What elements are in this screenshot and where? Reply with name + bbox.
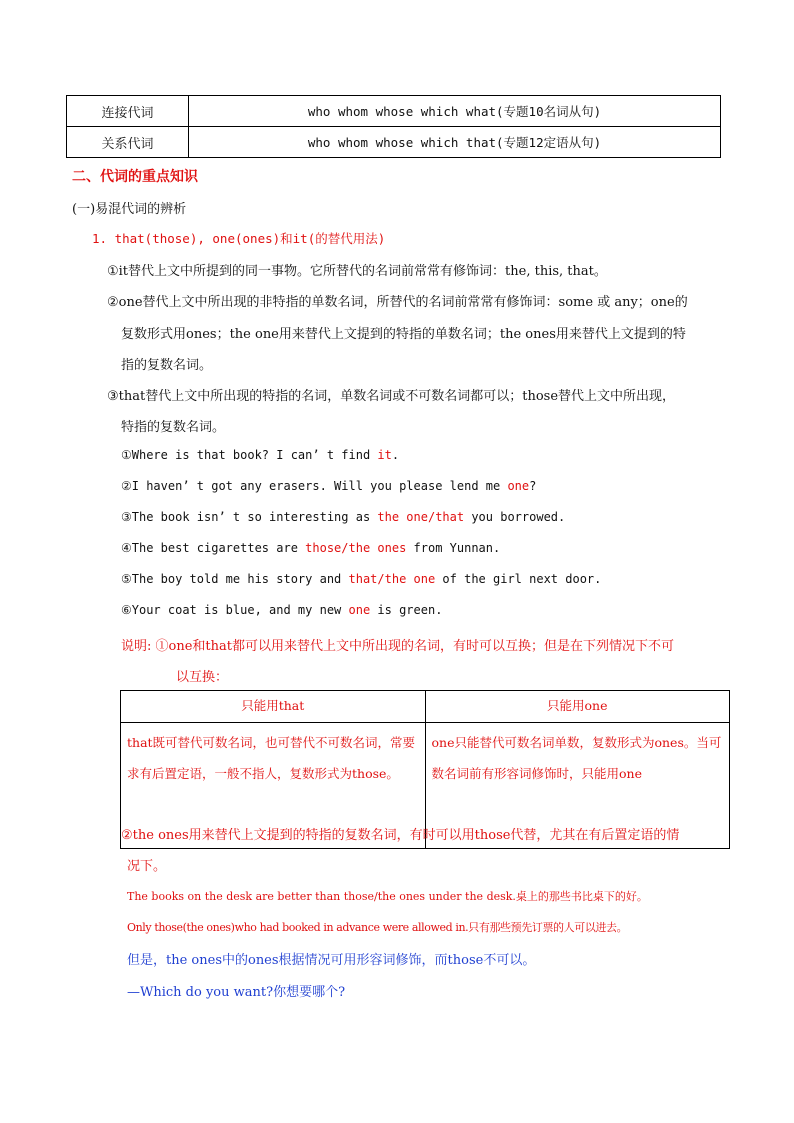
note-2-line-1: ②the ones用来替代上文提到的特指的复数名词，有时可以用those代替，尤其在有后置定语的情: [121, 828, 680, 843]
example-highlight: the one/that: [377, 510, 465, 524]
example-highlight: one: [507, 479, 530, 493]
example-sentence-a: The books on the desk are better than those/the ones under the desk.桌上的那些书比桌下的好。: [127, 890, 648, 903]
example-text: ④The best cigarettes are: [121, 541, 306, 555]
example-sentence-b: Only those(the ones)who had booked in advance were allowed in.只有那些预先订票的人可以进去。: [127, 921, 628, 934]
rule-2-line-1: ②one替代上文中所出现的非特指的单数名词，所替代的名词前常常有修饰词：some 或 any；one的: [107, 295, 688, 310]
table-cell-label: 连接代词: [67, 96, 189, 127]
rule-2-line-2: 复数形式用ones；the one用来替代上文提到的特指的单数名词；the ones用来替代上文提到的特: [121, 327, 686, 342]
example-highlight: one: [348, 603, 371, 617]
rule-1: ①it替代上文中所提到的同一事物。它所替代的名词前常常有修饰词：the, this, that。: [107, 264, 607, 279]
example-text: ③The book isn’ t so interesting as: [121, 510, 378, 524]
table-cell-value: who whom whose which that(专题12定语从句): [189, 127, 721, 158]
example-text: ⑥Your coat is blue, and my new: [121, 603, 349, 617]
table-cell-that: that既可替代可数名词，也可替代不可数名词，常要求有后置定语，一般不指人，复数形式为those。: [121, 723, 426, 849]
example-highlight: those/the ones: [305, 541, 407, 555]
example-5: [121, 572, 601, 586]
rule-2-line-3: 指的复数名词。: [121, 358, 213, 373]
example-text: is green.: [370, 603, 443, 617]
example-4: [121, 541, 500, 555]
table-row: [67, 127, 721, 158]
example-text: you borrowed.: [464, 510, 566, 524]
example-text: ①Where is that book? I can’ t find: [121, 448, 378, 462]
note-line-2: 以互换：: [176, 670, 229, 685]
example-text: ⑤The boy told me his story and: [121, 572, 349, 586]
table-cell-label: 关系代词: [67, 127, 189, 158]
table-row: [67, 96, 721, 127]
pronoun-table: [66, 95, 721, 158]
example-text: of the girl next door.: [435, 572, 602, 586]
example-6: [121, 603, 442, 617]
example-2: [121, 479, 536, 493]
but-note: 但是，the ones中的ones根据情况可用形容词修饰，而those不可以。: [127, 953, 536, 968]
table-header-that: 只能用that: [121, 691, 426, 723]
subsection-title: (一)易混代词的辨析: [72, 202, 187, 217]
table-cell-value: who whom whose which what(专题10名词从句): [189, 96, 721, 127]
topic-title: 1. that(those), one(ones)和it(的替代用法): [92, 231, 386, 246]
example-text: ?: [529, 479, 537, 493]
table-header-row: [121, 691, 730, 723]
example-text: .: [391, 448, 400, 462]
example-3: [121, 510, 565, 524]
example-text: ②I haven’ t got any erasers. Will you please lend me: [121, 479, 508, 493]
table-cell-one: one只能替代可数名词单数，复数形式为ones。当可数名词前有形容词修饰时，只能用one: [425, 723, 730, 849]
note-line-1: 说明: ①one和that都可以用来替代上文中所出现的名词，有时可以互换；但是在下列情况下不可: [121, 639, 674, 654]
rule-3-line-1: ③that替代上文中所出现的特指的名词，单数名词或不可数名词都可以；those替代上文中所出现，: [107, 389, 676, 404]
rule-3-line-2: 特指的复数名词。: [121, 420, 226, 435]
example-highlight: that/the one: [348, 572, 436, 586]
note-2-line-2: 况下。: [127, 859, 167, 874]
example-1: [121, 448, 399, 462]
example-highlight: it: [377, 448, 392, 462]
dialog-line: —Which do you want?你想要哪个?: [127, 985, 346, 1000]
table-header-one: 只能用one: [425, 691, 730, 723]
example-text: from Yunnan.: [406, 541, 501, 555]
section-title: 二、代词的重点知识: [72, 169, 198, 185]
